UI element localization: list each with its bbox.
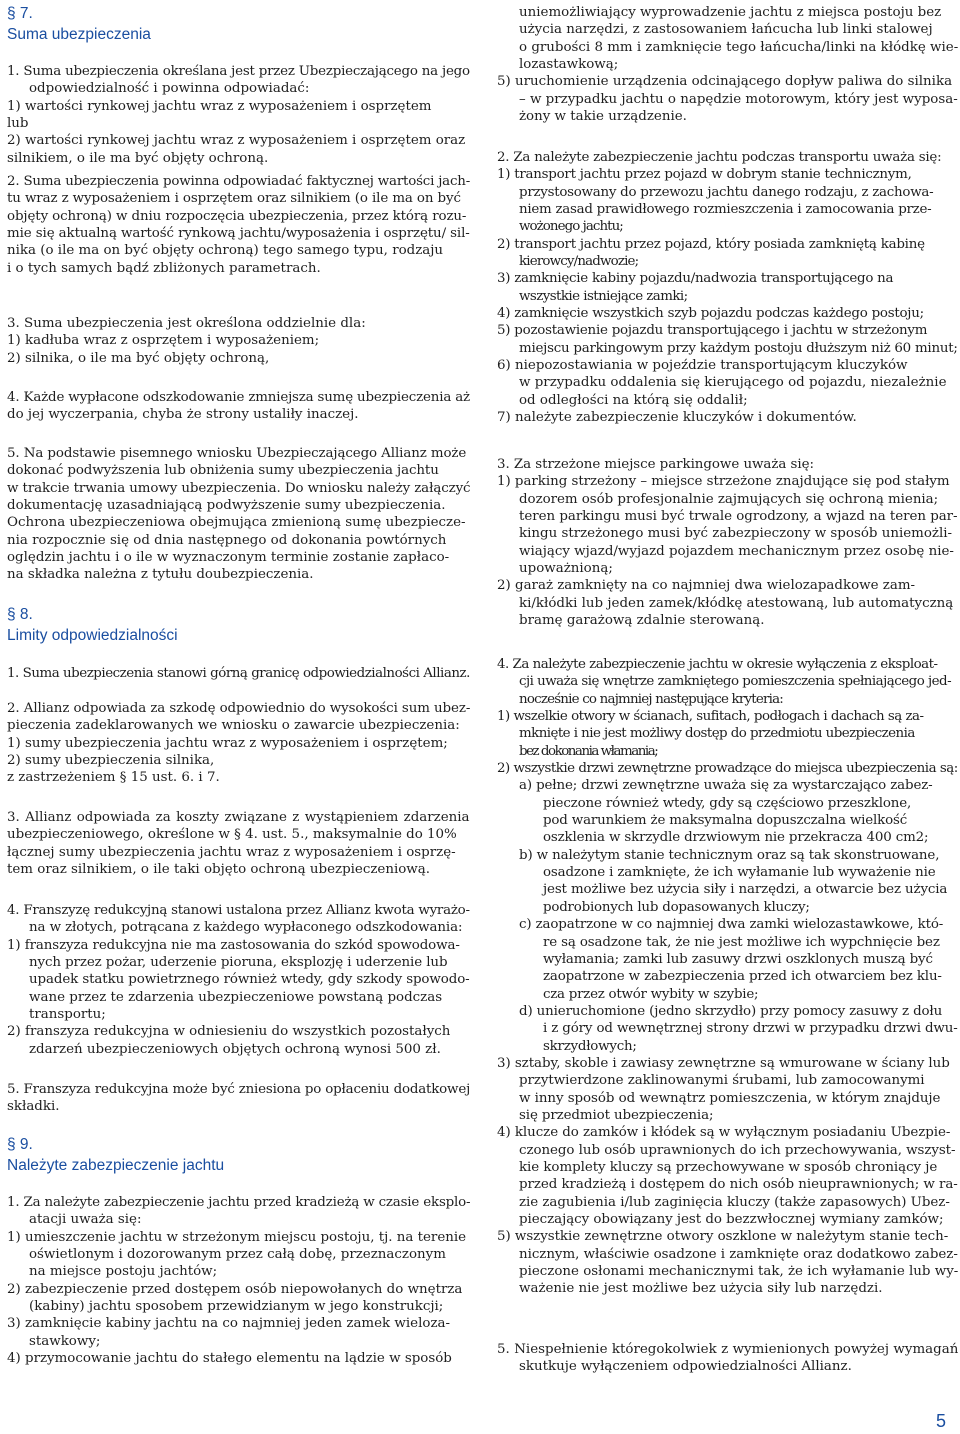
section-8-number: § 8. [7, 606, 33, 623]
text-line: miejscu parkingowym przy każdym postoju dłuższym niż 60 minut; [519, 340, 958, 356]
section-8-heading [7, 604, 178, 646]
text-line: 5. Franszyza redukcyjna może być zniesiona po opłaceniu dodatkowej [7, 1082, 471, 1097]
text-line: od odległości na którą się oddalił; [519, 392, 748, 408]
s9-paragraph-1-continued [497, 4, 958, 125]
text-line: 2. Za należyte zabezpieczenie jachtu podczas transportu uważa się: [497, 150, 942, 165]
text-line: nocześnie co najmniej następujące kryteria: [519, 691, 784, 707]
text-line: (kabiny) jachtu sposobem przewidzianym w jego konstrukcji; [29, 1299, 444, 1315]
text-line: tu wraz z wyposażeniem i osprzętem oraz silnikiem (o ile ma on być [7, 191, 461, 207]
section-9-title: Należyte zabezpieczenie jachtu [7, 1157, 225, 1174]
text-line: 1. Za należyte zabezpieczenie jachtu przed kradzieżą w czasie eksplo- [7, 1195, 471, 1210]
text-line: 4. Franszyzę redukcyjną stanowi ustalona przez Allianz kwota wyrażo- [7, 903, 470, 918]
text-line: lozastawkową; [519, 57, 619, 73]
text-line: teren parkingu musi być trwale ogrodzony, a wjazd na teren par- [519, 509, 958, 525]
text-line: pieczający obowiązany jest do bezzwłocznej wymiany zamków; [519, 1212, 944, 1227]
section-9-number: § 9. [7, 1136, 33, 1153]
text-line: wszystkie istniejące zamki; [519, 288, 688, 304]
s8-paragraph-3 [7, 809, 470, 878]
text-line: nicznym, właściwie osadzone i zamknięte oraz dodatkowo zabez- [519, 1246, 958, 1262]
text-line: 2. Suma ubezpieczenia powinna odpowiadać faktycznej wartości jach- [7, 174, 471, 189]
text-line: 3. Allianz odpowiada za koszty związane z wystąpieniem zdarzenia [7, 810, 470, 825]
text-line: skrzydłowych; [543, 1038, 637, 1054]
text-line: Ochrona ubezpieczeniowa obejmująca zmienioną sumę ubezpiecze- [7, 515, 466, 531]
text-line: w przypadku oddalenia się kierującego od pojazdu, niezależnie [519, 375, 947, 391]
text-line: dokonać podwyższenia lub obniżenia sumy ubezpieczenia jachtu [7, 463, 439, 479]
text-line: niem zasad prawidłowego rozmieszczenia i zamocowania prze- [519, 202, 932, 218]
text-line: kie komplety kluczy są przechowywane w sposób chroniący je [519, 1159, 938, 1175]
text-line: pod warunkiem że maksymalna dopuszczalna wielkość [543, 813, 908, 829]
text-line: odpowiedzialność i powinna odpowiadać: [29, 81, 310, 97]
text-line: nych przez pożar, uderzenie pioruna, eksplozję i uderzenie lub [29, 955, 448, 971]
text-line: 3) sztaby, skoble i zawiasy zewnętrzne są wmurowane w ściany lub [497, 1055, 950, 1071]
text-line: pieczone również wtedy, gdy są częściowo przeszklone, [543, 795, 912, 811]
text-line: łącznej sumy ubezpieczenia jachtu wraz z wyposażeniem i osprzę- [7, 844, 456, 860]
text-line: 2) silnika, o ile ma być objęty ochroną, [7, 350, 270, 366]
text-line: o grubości 8 mm i zamknięcie tego łańcucha/linki na kłódkę wie- [519, 39, 959, 55]
text-line: re są osadzone tak, że nie jest możliwe ich wypchnięcie bez [543, 934, 940, 950]
text-line: upoważnioną; [519, 561, 613, 577]
text-line: pieczenia zadeklarowanych we wniosku o zawarcie ubezpieczenia: [7, 718, 460, 734]
text-line: zie zagubienia i/lub zaginięcia kluczy (także zapasowych) Ubez- [519, 1194, 950, 1210]
text-line: 7) należyte zabezpieczenie kluczyków i dokumentów. [497, 410, 857, 426]
text-line: dozorem osób profesjonalnie zajmujących się ochroną mienia; [519, 491, 939, 507]
text-line: użycia narzędzi, z zastosowaniem łańcucha lub linki stalowej [519, 22, 933, 38]
s9-paragraph-4 [497, 656, 958, 1298]
text-line: 1) wartości rynkowej jachtu wraz z wyposażeniem i osprzętem [7, 98, 432, 114]
text-line: b) w należytym stanie technicznym oraz są tak skonstruowane, [519, 847, 940, 863]
text-line: wożonego jachtu; [519, 219, 623, 235]
text-line: 4) zamknięcie wszystkich szyb pojazdu podczas każdego postoju; [497, 306, 924, 322]
text-line: bez dokonania włamania; [519, 743, 658, 759]
section-7-number: § 7. [7, 5, 33, 22]
s7-paragraph-2 [7, 173, 470, 277]
text-line: 1) kadłuba wraz z osprzętem i wyposażeniem; [7, 333, 320, 349]
text-line: 5. Niespełnienie któregokolwiek z wymienionych powyżej wymagań [497, 1342, 959, 1357]
s8-paragraph-5 [7, 1081, 470, 1116]
text-line: 3) zamknięcie kabiny pojazdu/nadwozia transportującego na [497, 271, 894, 287]
text-line: zdarzeń ubezpieczeniowych objętych ochroną wynosi 500 zł. [29, 1041, 441, 1057]
text-line: 2) garaż zamknięty na co najmniej dwa wielozapadkowe zam- [497, 578, 916, 594]
text-line: się przedmiot ubezpieczenia; [519, 1107, 714, 1123]
text-line: 1) parking strzeżony – miejsce strzeżone znajdujące się pod stałym [497, 474, 950, 490]
text-line: składki. [7, 1099, 60, 1115]
text-line: 2) zabezpieczenie przed dostępem osób niepowołanych do wnętrza [7, 1281, 463, 1297]
text-line: jest możliwe bez użycia siły i narzędzi, a otwarcie bez użycia [543, 882, 948, 898]
text-line: atacji uważa się: [29, 1212, 142, 1228]
text-line: i o tych samych bądź zbliżonych parametrach. [7, 260, 321, 276]
page-number: 5 [936, 1411, 947, 1431]
text-line: 5) pozostawienie pojazdu transportującego i jachtu w strzeżonym [497, 323, 928, 339]
text-line: 4) przymocowanie jachtu do stałego elementu na lądzie w sposób [7, 1351, 452, 1367]
text-line: objęty ochroną) w dniu rozpoczęcia ubezpieczenia, przez którą rozu- [7, 208, 467, 224]
text-line: 5) uruchomienie urządzenia odcinającego dopływ paliwa do silnika [497, 74, 953, 90]
text-line: transportu; [29, 1007, 106, 1023]
text-line: osadzone i zamknięte, że ich wyłamanie lub wyważenie nie [543, 865, 936, 881]
text-line: i z góry od wewnętrznej strony drzwi w przypadku drzwi dwu- [543, 1021, 958, 1037]
s9-paragraph-5 [497, 1341, 958, 1376]
section-7-title: Suma ubezpieczenia [7, 26, 151, 43]
s8-paragraph-1 [7, 665, 470, 682]
s7-paragraph-5 [7, 445, 470, 584]
s9-paragraph-3 [497, 456, 958, 629]
text-line: nia rozpocznie się od dnia następnego od dokonania powtórnych [7, 532, 447, 548]
text-line: 1. Suma ubezpieczenia stanowi górną granicę odpowiedzialności Allianz. [7, 666, 470, 681]
text-line: na składka należna z tytułu doubezpieczenia. [7, 567, 314, 583]
text-line: żony w takie urządzenie. [519, 109, 687, 125]
s7-paragraph-3 [7, 315, 366, 367]
text-line: 4. Każde wypłacone odszkodowanie zmniejsza sumę ubezpieczenia aż [7, 390, 470, 405]
text-line: 1) transport jachtu przez pojazd w dobrym stanie technicznym, [497, 167, 912, 183]
text-line: d) unieruchomione (jedno skrzydło) przy pomocy zasuwy z dołu [519, 1003, 943, 1019]
text-line: przystosowany do przewozu jachtu danego rodzaju, z zachowa- [519, 184, 934, 200]
text-line: czonego lub osób uprawnionych do ich przechowywania, wszyst- [519, 1142, 956, 1158]
section-7-heading [7, 3, 151, 45]
text-line: na w złotych, potrącana z każdego wypłaconego odszkodowania: [29, 920, 463, 936]
text-line: 2. Allianz odpowiada za szkodę odpowiednio do wysokości sum ubez- [7, 701, 471, 716]
text-line: w trakcie trwania umowy ubezpieczenia. Do wniosku należy załączyć [7, 480, 471, 496]
s8-paragraph-2 [7, 700, 470, 787]
text-line: pieczone osłonami mechanicznymi tak, że ich wyłamanie lub wy- [519, 1264, 959, 1280]
text-line: 2) wszystkie drzwi zewnętrzne prowadzące do miejsca ubezpieczenia są: [497, 761, 958, 777]
text-line: kingu strzeżonego musi być zabezpieczony w sposób uniemożli- [519, 526, 953, 542]
text-line: dokumentację uzasadniającą podwyższenie sumy ubezpieczenia. [7, 498, 446, 514]
text-line: silnikiem, o ile ma być objęty ochroną. [7, 150, 269, 166]
text-line: 4) klucze do zamków i kłódek są w wyłącznym posiadaniu Ubezpie- [497, 1125, 951, 1141]
text-line: 1) franszyza redukcyjna nie ma zastosowania do szkód spowodowa- [7, 937, 460, 953]
text-line: 1) wszelkie otwory w ścianach, sufitach, podłogach i dachach są za- [497, 709, 924, 725]
text-line: mknięte i nie jest możliwy dostęp do przedmiotu ubezpieczenia [519, 726, 915, 742]
text-line: 1) umieszczenie jachtu w strzeżonym miejscu postoju, tj. na terenie [7, 1229, 467, 1245]
section-8-title: Limity odpowiedzialności [7, 627, 178, 644]
text-line: 5) wszystkie zewnętrzne otwory oszklone w należytym stanie tech- [497, 1229, 949, 1245]
text-line: 2) transport jachtu przez pojazd, który posiada zamkniętą kabinę [497, 236, 925, 252]
s7-paragraph-1 [7, 63, 470, 167]
text-line: ki/kłódki lub jeden zamek/kłódkę atestowaną, lub automatyczną [519, 595, 954, 611]
text-line: podrobionych lub dopasowanych kluczy; [543, 899, 810, 915]
text-line: 3. Za strzeżone miejsce parkingowe uważa się: [497, 457, 814, 472]
text-line: na miejsce postoju jachtów; [29, 1264, 218, 1280]
text-line: wyłamania; zamki lub zasuwy drzwi oszklonych muszą być [543, 951, 933, 967]
text-line: uniemożliwiający wyprowadzenie jachtu z miejsca postoju bez [519, 5, 942, 20]
text-line: oświetlonym i dozorowanym przez całą dobę, przeznaczonym [29, 1247, 446, 1263]
text-line: upadek statku powietrznego również wtedy, gdy szkody spowodo- [29, 972, 470, 988]
text-line: mie się aktualną wartość rynkową jachtu/wyposażenia i osprzętu/ sil- [7, 226, 470, 242]
text-line: ważenie nie jest możliwe bez użycia siły lub narzędzi. [519, 1281, 883, 1297]
text-line: 2) wartości rynkowej jachtu wraz z wyposażeniem i osprzętem oraz [7, 133, 466, 149]
text-line: skutkuje wyłączeniem odpowiedzialności Allianz. [519, 1359, 852, 1375]
text-line: 1) sumy ubezpieczenia jachtu wraz z wyposażeniem i osprzętem; [7, 735, 448, 751]
text-line: bramę garażową zdalnie sterowaną. [519, 613, 765, 629]
text-line: wane przez te zdarzenia ubezpieczeniowe powstaną podczas [29, 989, 443, 1005]
text-line: tem oraz silnikiem, o ile taki objęto ochroną ubezpieczeniową. [7, 862, 431, 878]
text-line: 3) zamknięcie kabiny jachtu na co najmniej jeden zamek wieloza- [7, 1316, 451, 1332]
text-line: c) zaopatrzone w co najmniej dwa zamki wielozastawkowe, któ- [519, 917, 944, 933]
text-line: 3. Suma ubezpieczenia jest określona oddzielnie dla: [7, 316, 366, 331]
text-line: stawkowy; [29, 1333, 101, 1349]
section-9-heading [7, 1134, 224, 1176]
text-line: oględzin jachtu i o ile w wyznaczonym terminie zostanie zapłaco- [7, 550, 450, 566]
s7-paragraph-4 [7, 389, 470, 424]
text-line: 2) sumy ubezpieczenia silnika, [7, 753, 215, 769]
text-line: ubezpieczeniowego, określone w § 4. ust. 5., maksymalnie do 10% [7, 827, 457, 843]
text-line: w inny sposób od wewnątrz pomieszczenia, w którym znajduje [519, 1090, 941, 1106]
text-line: a) pełne; drzwi zewnętrzne uważa się za wystarczająco zabez- [519, 778, 933, 794]
text-line: 6) niepozostawiania w pojeździe transportującym kluczyków [497, 358, 908, 374]
text-line: do jej wyczerpania, chyba że strony ustaliły inaczej. [7, 407, 359, 423]
text-line: kierowcy/nadwozie; [519, 254, 639, 270]
text-line: nika (o ile ma on być objęty ochroną) tego samego typu, rodzaju [7, 243, 444, 259]
text-line: cza przez otwór wybity w szybie; [543, 986, 759, 1002]
text-line: wiający wjazd/wyjazd pojazdem mechanicznym przez osobę nie- [519, 543, 954, 559]
text-line: przytwierdzone zaklinowanymi śrubami, lub zamocowanymi [519, 1073, 925, 1089]
text-line: oszklenia w skrzydle drzwiowym nie przekracza 400 cm2; [543, 830, 929, 846]
text-line: przed kradzieżą i dostępem do nich osób nieuprawnionych; w ra- [519, 1177, 958, 1193]
s8-paragraph-4 [7, 902, 470, 1058]
text-line: 2) franszyza redukcyjna w odniesieniu do wszystkich pozostałych [7, 1024, 451, 1040]
s9-paragraph-2 [497, 149, 958, 427]
text-line: cji uważa się wnętrze zamkniętego pomieszczenia spełniającego jed- [519, 674, 952, 690]
text-line: 4. Za należyte zabezpieczenie jachtu w okresie wyłączenia z eksploat- [497, 657, 938, 672]
text-line: – w przypadku jachtu o napędzie motorowym, który jest wyposa- [519, 91, 958, 107]
text-line: 5. Na podstawie pisemnego wniosku Ubezpieczającego Allianz może [7, 446, 467, 461]
s9-paragraph-1 [7, 1194, 470, 1367]
text-line: lub [7, 116, 29, 132]
text-line: z zastrzeżeniem § 15 ust. 6. i 7. [7, 770, 220, 786]
text-line: 1. Suma ubezpieczenia określana jest przez Ubezpieczającego na jego [7, 64, 470, 79]
text-line: zaopatrzone w zabezpieczenia przed ich otwarciem bez klu- [543, 969, 942, 985]
